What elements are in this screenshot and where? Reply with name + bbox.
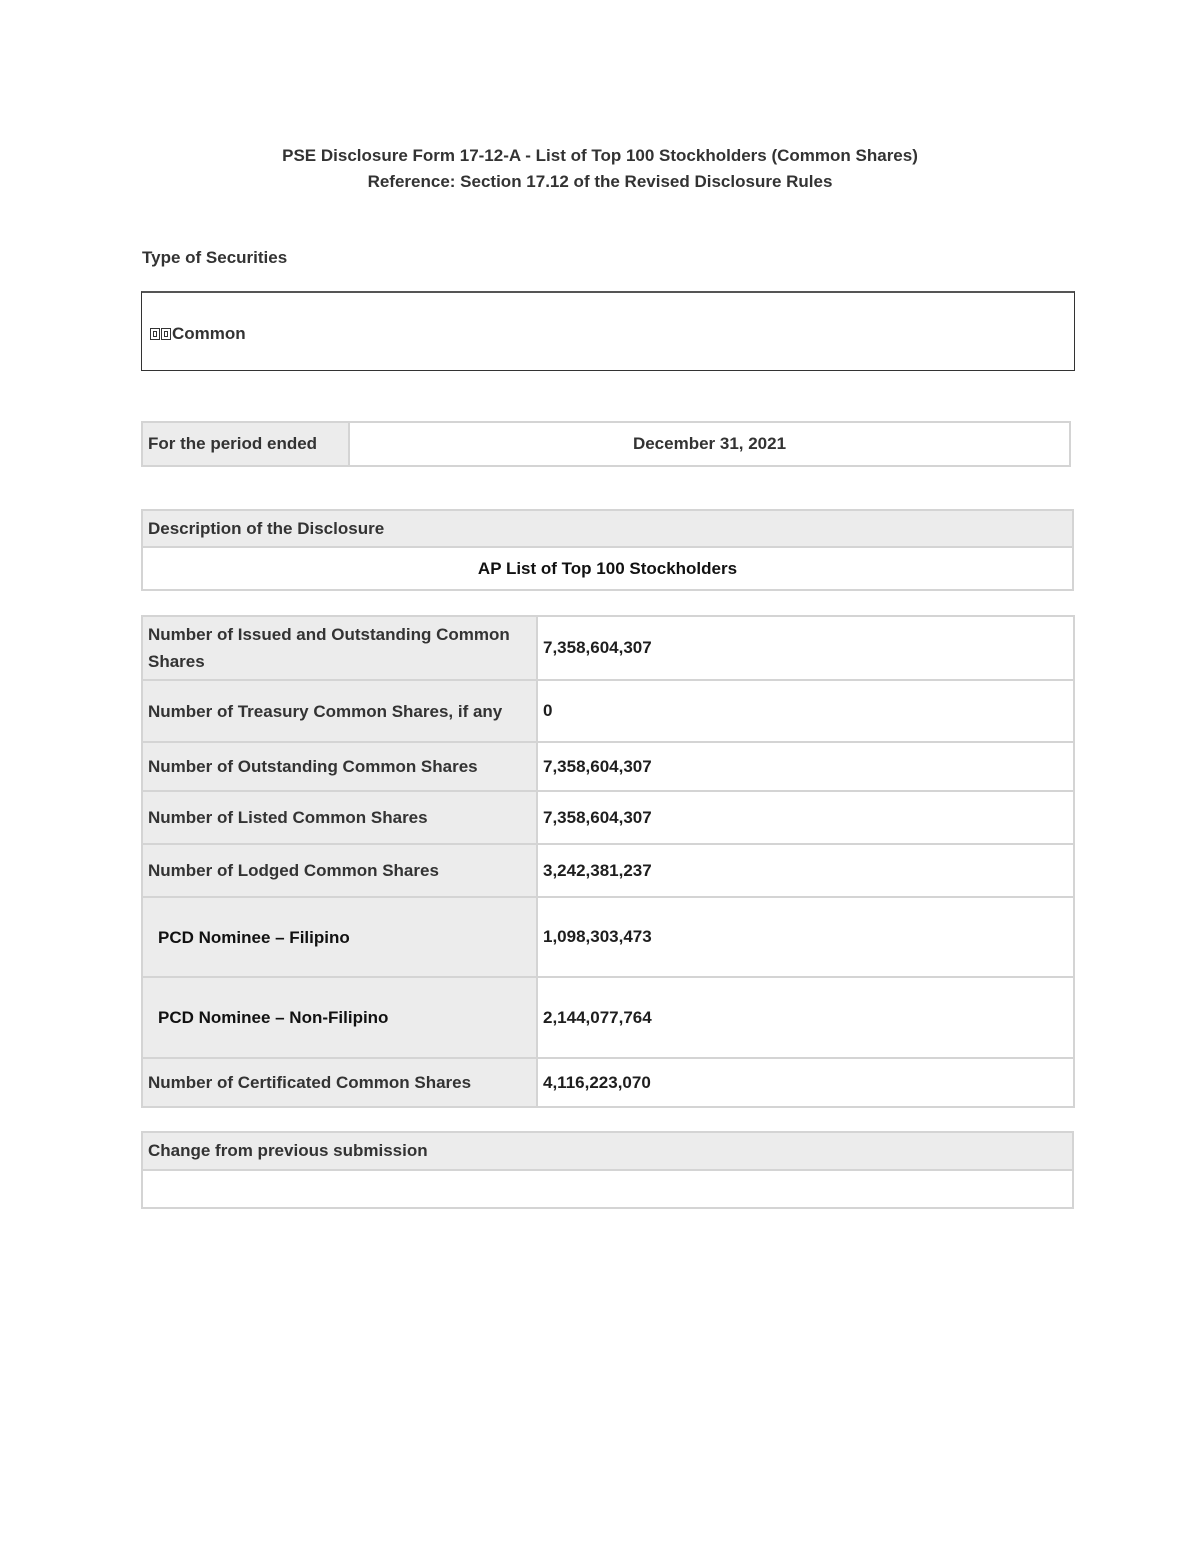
shares-label: Number of Treasury Common Shares, if any: [142, 680, 537, 742]
change-value: [142, 1170, 1073, 1208]
table-row: [142, 616, 1074, 680]
table-row: [142, 897, 1074, 977]
period-table: [141, 421, 1071, 467]
form-reference: Reference: Section 17.12 of the Revised Disclosure Rules: [367, 172, 833, 191]
table-row: [142, 742, 1074, 791]
shares-value: 7,358,604,307: [537, 616, 1074, 680]
securities-type-box: [141, 291, 1075, 371]
table-row: [142, 791, 1074, 844]
shares-value: 4,116,223,070: [537, 1058, 1074, 1107]
period-label: For the period ended: [142, 422, 349, 466]
securities-type-value: Common: [172, 324, 246, 343]
table-row: [142, 680, 1074, 742]
shares-label: Number of Outstanding Common Shares: [142, 742, 537, 791]
shares-label: Number of Listed Common Shares: [142, 791, 537, 844]
shares-table: [141, 615, 1075, 1108]
shares-label: PCD Nominee – Non-Filipino: [142, 977, 537, 1058]
shares-label: PCD Nominee – Filipino: [142, 897, 537, 977]
form-header: [0, 143, 1200, 195]
change-table: [141, 1131, 1074, 1209]
description-label: Description of the Disclosure: [142, 510, 1073, 547]
shares-label: Number of Certificated Common Shares: [142, 1058, 537, 1107]
change-label: Change from previous submission: [142, 1132, 1073, 1170]
shares-value: 1,098,303,473: [537, 897, 1074, 977]
period-value: December 31, 2021: [349, 422, 1070, 466]
shares-value: 7,358,604,307: [537, 742, 1074, 791]
shares-value: 0: [537, 680, 1074, 742]
table-row: [142, 1058, 1074, 1107]
description-table: [141, 509, 1074, 591]
description-value: AP List of Top 100 Stockholders: [142, 547, 1073, 590]
shares-value: 7,358,604,307: [537, 791, 1074, 844]
securities-type-option: [150, 324, 246, 344]
checkbox-icon: [161, 328, 171, 340]
type-of-securities-label: Type of Securities: [142, 248, 288, 267]
checkbox-icon: [150, 328, 160, 340]
shares-label: Number of Lodged Common Shares: [142, 844, 537, 897]
table-row: [142, 844, 1074, 897]
shares-value: 3,242,381,237: [537, 844, 1074, 897]
shares-value: 2,144,077,764: [537, 977, 1074, 1058]
form-title: PSE Disclosure Form 17-12-A - List of Top 100 Stockholders (Common Shares): [282, 146, 918, 165]
shares-label: Number of Issued and Outstanding Common Shares: [142, 616, 537, 680]
table-row: [142, 977, 1074, 1058]
